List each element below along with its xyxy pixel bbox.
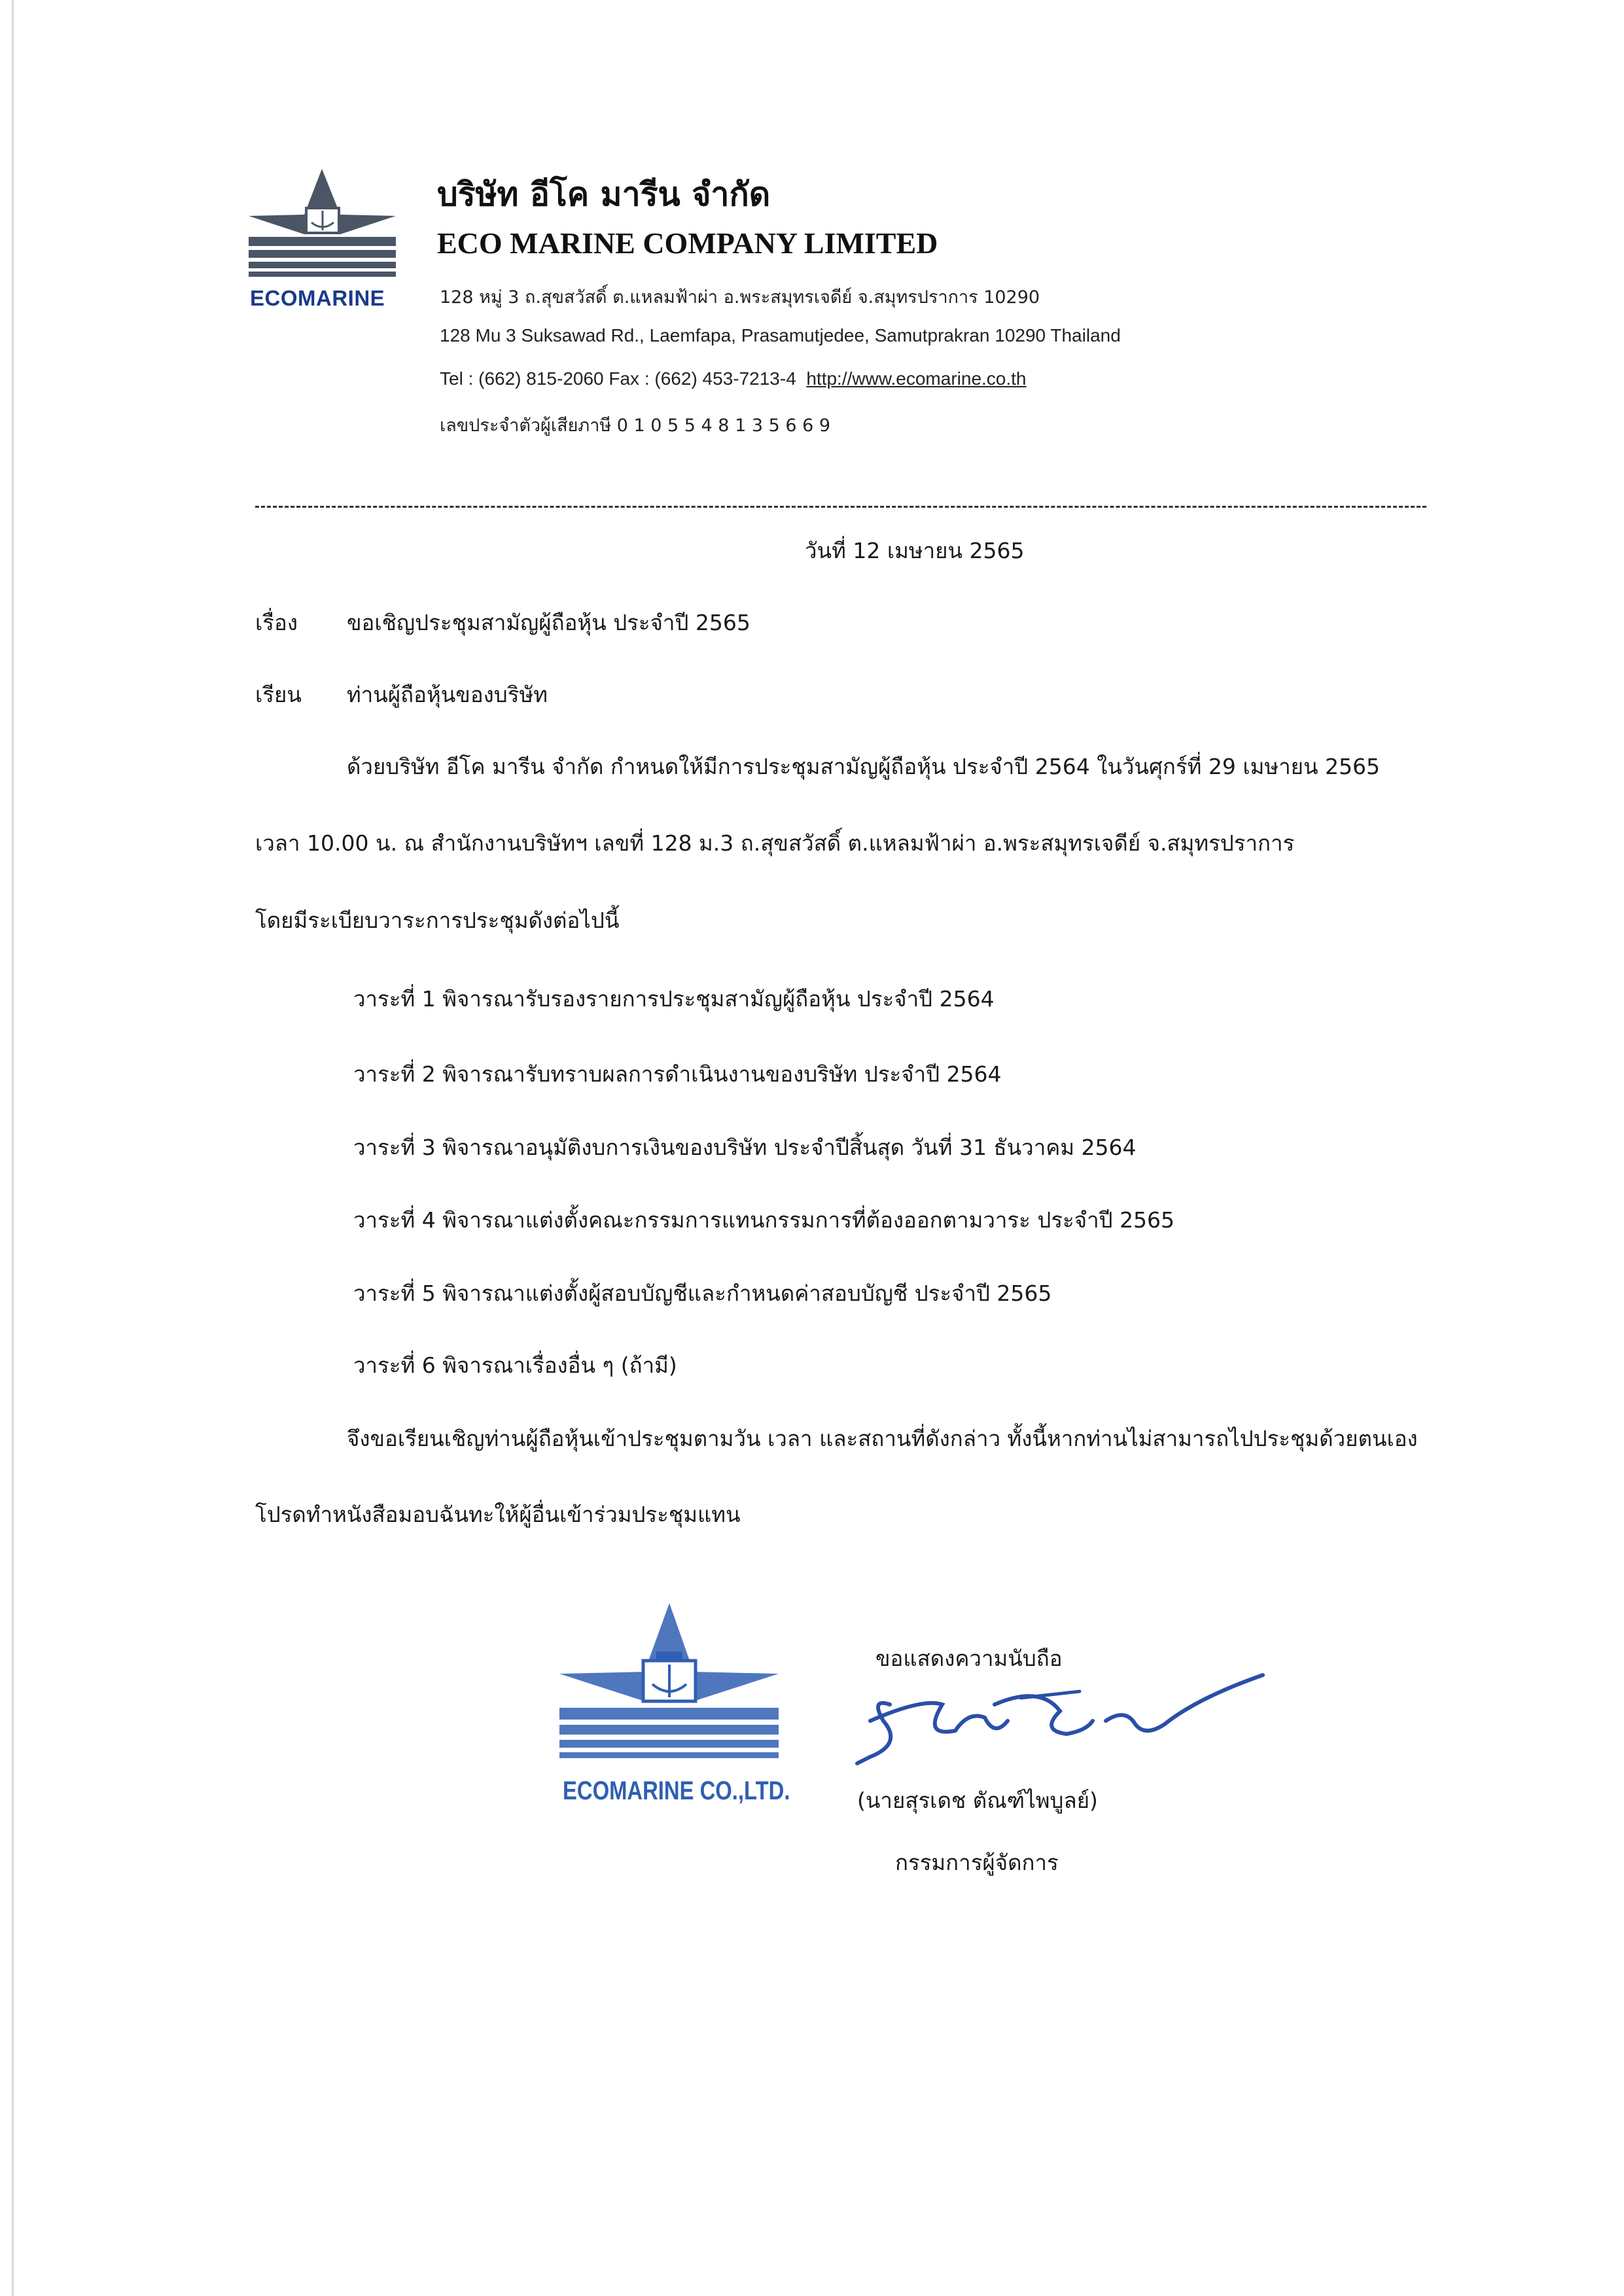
agenda-item: วาระที่ 4 พิจารณาแต่งตั้งคณะกรรมการแทนกรรมการที่ต้องออกตามวาระ ประจำปี 2565 xyxy=(353,1207,1175,1233)
stamp-label: ECOMARINE CO.,LTD. xyxy=(563,1776,790,1805)
letter-date: วันที่ 12 เมษายน 2565 xyxy=(805,538,1025,563)
paragraph-1-line-3: โดยมีระเบียบวาระการประชุมดังต่อไปนี้ xyxy=(255,908,620,933)
company-name-english: ECO MARINE COMPANY LIMITED xyxy=(437,226,938,260)
subject-text: ขอเชิญประชุมสามัญผู้ถือหุ้น ประจำปี 2565 xyxy=(347,610,750,635)
header-divider xyxy=(255,506,1426,508)
tax-id: เลขประจำตัวผู้เสียภาษี 0 1 0 5 5 4 8 1 3 5 6 6 9 xyxy=(440,415,831,436)
paragraph-2-line-2: โปรดทำหนังสือมอบฉันทะให้ผู้อื่นเข้าร่วมประชุมแทน xyxy=(255,1502,741,1527)
phone-fax: Tel : (662) 815-2060 Fax : (662) 453-7213-4 xyxy=(440,368,796,389)
subject-label: เรื่อง xyxy=(255,610,298,635)
recipient-text: ท่านผู้ถือหุ้นของบริษัท xyxy=(347,682,548,707)
paragraph-1-line-2: เวลา 10.00 น. ณ สำนักงานบริษัทฯ เลขที่ 128 ม.3 ถ.สุขสวัสดิ์ ต.แหลมฟ้าผ่า อ.พระสมุทรเจดีย์ จ.สมุทรปราการ xyxy=(255,830,1295,856)
handwritten-signature-icon xyxy=(844,1659,1269,1770)
paragraph-2-line-1: จึงขอเรียนเชิญท่านผู้ถือหุ้นเข้าประชุมตามวัน เวลา และสถานที่ดังกล่าว ทั้งนี้หากท่านไม่สามารถไปประชุมด้วยตนเอง xyxy=(347,1426,1418,1451)
agenda-item: วาระที่ 5 พิจารณาแต่งตั้งผู้สอบบัญชีและกำหนดค่าสอบบัญชี ประจำปี 2565 xyxy=(353,1280,1052,1306)
recipient-label: เรียน xyxy=(255,682,302,707)
signer-name: (นายสุรเดช ตัณฑ์ไพบูลย์) xyxy=(857,1788,1098,1813)
page-edge-shadow xyxy=(12,0,14,2296)
company-logo-icon xyxy=(249,169,396,280)
closing-salutation: ขอแสดงความนับถือ xyxy=(875,1646,1063,1671)
address-english: 128 Mu 3 Suksawad Rd., Laemfapa, Prasamutjedee, Samutprakran 10290 Thailand xyxy=(440,325,1121,345)
agenda-item: วาระที่ 1 พิจารณารับรองรายการประชุมสามัญผู้ถือหุ้น ประจำปี 2564 xyxy=(353,986,995,1012)
website-link[interactable]: http://www.ecomarine.co.th xyxy=(806,368,1027,389)
paragraph-1-line-1: ด้วยบริษัท อีโค มารีน จำกัด กำหนดให้มีการประชุมสามัญผู้ถือหุ้น ประจำปี 2564 ในวันศุกร์ที่ 29 เมษายน 2565 xyxy=(347,754,1381,779)
agenda-item: วาระที่ 3 พิจารณาอนุมัติงบการเงินของบริษัท ประจำปีสิ้นสุด วันที่ 31 ธันวาคม 2564 xyxy=(353,1135,1137,1160)
contact-line xyxy=(440,368,1027,389)
company-name-thai: บริษัท อีโค มารีน จำกัด xyxy=(437,175,771,213)
agenda-item: วาระที่ 6 พิจารณาเรื่องอื่น ๆ (ถ้ามี) xyxy=(353,1352,677,1378)
address-thai: 128 หมู่ 3 ถ.สุขสวัสดิ์ ต.แหลมฟ้าผ่า อ.พระสมุทรเจดีย์ จ.สมุทรปราการ 10290 xyxy=(440,287,1040,308)
logo-label: ECOMARINE xyxy=(250,286,385,310)
agenda-item: วาระที่ 2 พิจารณารับทราบผลการดำเนินงานของบริษัท ประจำปี 2564 xyxy=(353,1061,1002,1087)
company-stamp-icon xyxy=(559,1603,779,1773)
signer-title: กรรมการผู้จัดการ xyxy=(895,1850,1059,1875)
